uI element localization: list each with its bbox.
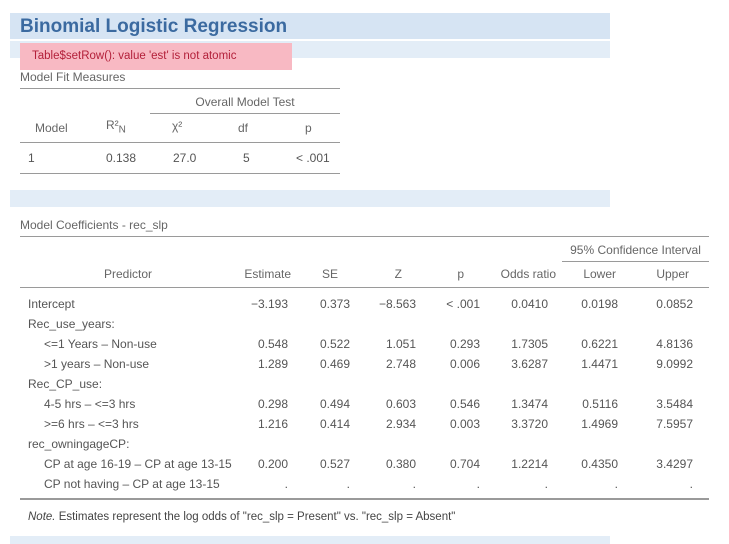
coef-row-predictor: Intercept xyxy=(28,297,75,311)
coef-cell-upper: 9.0992 xyxy=(656,357,693,371)
coef-cell-lower: 0.4350 xyxy=(581,457,618,471)
fit-cell-chi: 27.0 xyxy=(173,151,197,165)
coef-bottom-rule xyxy=(20,498,709,500)
coef-cell-se: 0.373 xyxy=(319,297,350,311)
coef-top-rule xyxy=(20,236,709,237)
fit-section-title: Model Fit Measures xyxy=(20,70,126,84)
coef-cell-p: 0.293 xyxy=(449,337,480,351)
coef-cell-upper: 3.5484 xyxy=(656,397,693,411)
fit-cell-r2: 0.138 xyxy=(106,151,137,165)
coef-cell-or: 1.2214 xyxy=(511,457,548,471)
coef-cell-z: . xyxy=(412,477,416,491)
fit-cell-p: < .001 xyxy=(296,151,330,165)
coef-row-predictor: CP at age 16-19 – CP at age 13-15 xyxy=(44,457,232,471)
coef-header-rule xyxy=(20,287,709,288)
coef-cell-upper: 3.4297 xyxy=(656,457,693,471)
coef-cell-upper: . xyxy=(689,477,693,491)
table-note: Note. Estimates represent the log odds of "rec_slp = Present" vs. "rec_slp = Absent" xyxy=(28,511,456,523)
coef-cell-or: 1.7305 xyxy=(511,337,548,351)
coef-header-predictor: Predictor xyxy=(104,267,153,281)
coef-section-title: Model Coefficients - rec_slp xyxy=(20,218,168,232)
coef-cell-p: 0.546 xyxy=(449,397,480,411)
coef-cell-se: 0.414 xyxy=(319,417,350,431)
coef-ci-header: 95% Confidence Interval xyxy=(570,243,701,257)
coef-row-predictor: >=6 hrs – <=3 hrs xyxy=(44,417,139,431)
coef-cell-z: 1.051 xyxy=(385,337,416,351)
coef-cell-p: 0.006 xyxy=(449,357,480,371)
coef-cell-upper: 4.8136 xyxy=(656,337,693,351)
coef-cell-estimate: 0.548 xyxy=(257,337,288,351)
coef-cell-estimate: 1.289 xyxy=(257,357,288,371)
coef-header-lower: Lower xyxy=(583,267,616,281)
coef-cell-lower: 1.4471 xyxy=(581,357,618,371)
coef-row-predictor: Rec_use_years: xyxy=(28,317,115,331)
coef-row-predictor: CP not having – CP at age 13-15 xyxy=(44,477,220,491)
coef-ci-rule xyxy=(562,261,709,262)
fit-header-model: Model xyxy=(35,121,68,135)
coef-cell-or: 1.3474 xyxy=(511,397,548,411)
page-title: Binomial Logistic Regression xyxy=(20,16,288,37)
coef-header-p: p xyxy=(457,267,464,281)
coef-cell-estimate: −3.193 xyxy=(250,297,288,311)
coef-cell-lower: 0.0198 xyxy=(581,297,618,311)
coef-cell-z: −8.563 xyxy=(378,297,416,311)
coef-row-predictor: >1 years – Non-use xyxy=(44,357,150,371)
coef-header-upper: Upper xyxy=(656,267,689,281)
coef-cell-estimate: . xyxy=(284,477,288,491)
fit-header-rule xyxy=(20,142,340,143)
fit-header-df: df xyxy=(238,121,249,135)
coef-cell-or: . xyxy=(544,477,548,491)
coef-cell-lower: 0.6221 xyxy=(581,337,618,351)
fit-group-rule xyxy=(150,113,340,114)
fit-top-rule xyxy=(20,88,340,89)
coef-cell-estimate: 0.298 xyxy=(257,397,288,411)
coef-cell-lower: . xyxy=(614,477,618,491)
fit-header-p: p xyxy=(305,121,312,135)
coef-row-predictor: rec_owningageCP: xyxy=(28,437,130,451)
coef-cell-se: 0.522 xyxy=(319,337,350,351)
coef-cell-p: 0.704 xyxy=(449,457,480,471)
fit-group-header: Overall Model Test xyxy=(195,95,295,109)
fit-bottom-rule xyxy=(20,173,340,174)
coef-cell-se: . xyxy=(346,477,350,491)
coef-header-estimate: Estimate xyxy=(244,267,291,281)
coef-cell-p: . xyxy=(476,477,480,491)
error-message: Table$setRow(): value 'est' is not atomic xyxy=(20,43,292,70)
coef-cell-se: 0.494 xyxy=(319,397,350,411)
coef-header-se: SE xyxy=(321,267,338,281)
coef-cell-z: 2.934 xyxy=(385,417,416,431)
coef-cell-estimate: 1.216 xyxy=(257,417,288,431)
coef-cell-se: 0.527 xyxy=(319,457,350,471)
coef-cell-upper: 0.0852 xyxy=(656,297,693,311)
coef-cell-z: 2.748 xyxy=(385,357,416,371)
coef-cell-lower: 1.4969 xyxy=(581,417,618,431)
coef-header-z: Z xyxy=(394,267,402,281)
fit-cell-model: 1 xyxy=(28,151,35,165)
coef-cell-z: 0.603 xyxy=(385,397,416,411)
coef-row-predictor: <=1 Years – Non-use xyxy=(44,337,157,351)
fit-header-chi: χ² xyxy=(172,119,183,133)
coef-cell-se: 0.469 xyxy=(319,357,350,371)
coef-cell-p: 0.003 xyxy=(449,417,480,431)
coef-cell-p: < .001 xyxy=(446,297,480,311)
section-separator-band xyxy=(10,190,610,207)
coef-cell-lower: 0.5116 xyxy=(582,397,618,411)
coef-cell-or: 3.3720 xyxy=(511,417,548,431)
coef-cell-or: 0.0410 xyxy=(511,297,548,311)
coef-row-predictor: 4-5 hrs – <=3 hrs xyxy=(44,397,136,411)
fit-header-r2: $R^2_N$ xyxy=(106,118,126,136)
coef-cell-estimate: 0.200 xyxy=(257,457,288,471)
coef-cell-upper: 7.5957 xyxy=(656,417,693,431)
coef-cell-or: 3.6287 xyxy=(511,357,548,371)
fit-cell-df: 5 xyxy=(243,151,250,165)
bottom-band xyxy=(10,536,610,544)
coef-header-odds-ratio: Odds ratio xyxy=(500,267,556,281)
coef-cell-z: 0.380 xyxy=(385,457,416,471)
coef-row-predictor: Rec_CP_use: xyxy=(28,377,103,391)
